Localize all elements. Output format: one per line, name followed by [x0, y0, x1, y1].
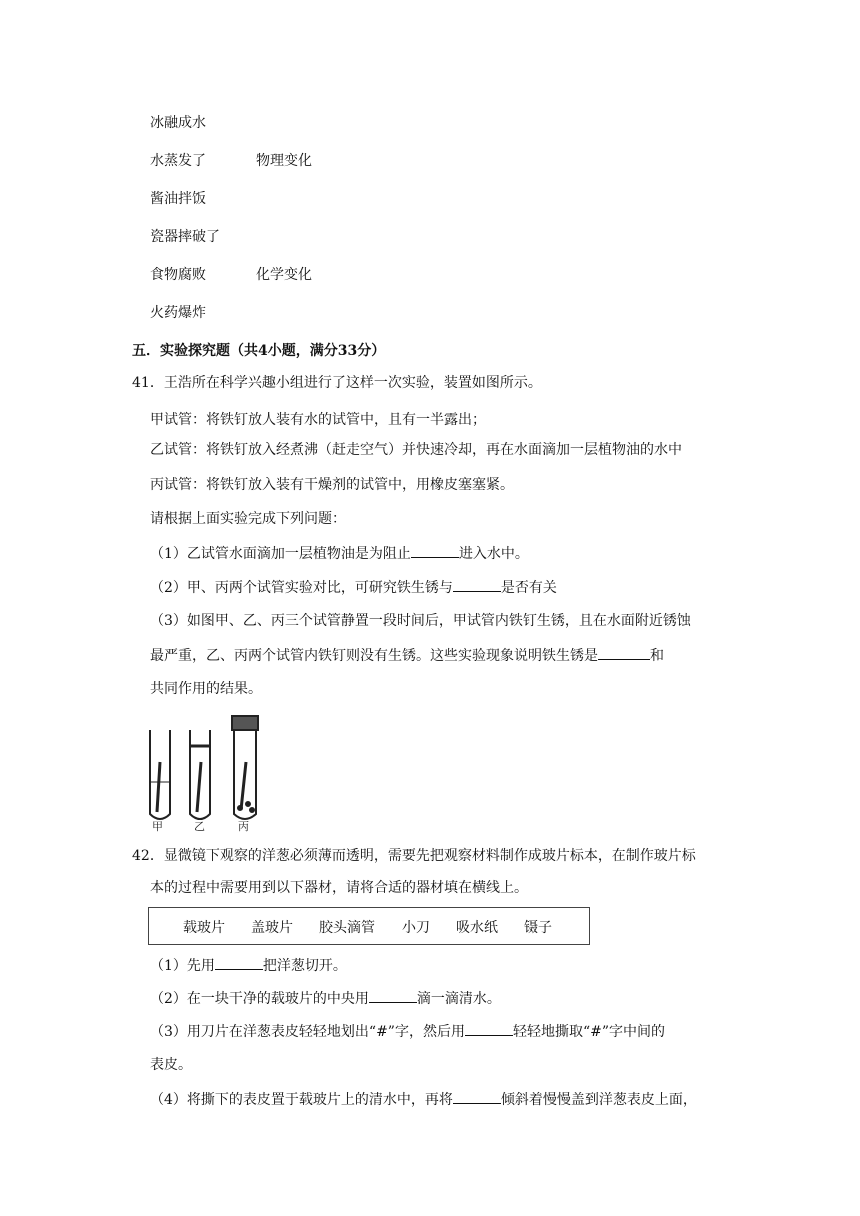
q41-prompt: 请根据上面实验完成下列问题：	[150, 511, 346, 527]
match-category-chemical: 化学变化	[256, 267, 312, 283]
q41-part1-text: （1）乙试管水面滴加一层植物油是为阻止	[150, 546, 411, 562]
answer-blank[interactable]	[215, 955, 263, 970]
match-category-physical: 物理变化	[256, 153, 312, 169]
section-heading: 五．实验探究题（共4小题，满分33分）	[132, 343, 386, 359]
match-item-2: 水蒸发了	[150, 153, 206, 169]
q41-part3-text-end: 和	[650, 648, 664, 664]
q41-tube-jia: 甲试管：将铁钉放人装有水的试管中，且有一半露出；	[150, 412, 486, 428]
q41-part1	[150, 543, 529, 564]
q41-part2	[150, 577, 557, 598]
material-item: 吸水纸	[456, 920, 498, 936]
answer-blank[interactable]	[369, 988, 417, 1003]
tube-label-jia: 甲	[152, 820, 163, 832]
q42-part2-text-end: 滴一滴清水。	[416, 991, 501, 1007]
q42-part2-text: （2）在一块干净的载玻片的中央用	[150, 991, 369, 1007]
q42-part1-text: （1）先用	[150, 958, 215, 974]
answer-blank[interactable]	[411, 543, 459, 558]
q41-tube-bing: 丙试管：将铁钉放入装有干燥剂的试管中，用橡皮塞塞紧。	[150, 477, 514, 493]
match-item-5: 食物腐败	[150, 267, 206, 283]
match-item-6: 火药爆炸	[150, 305, 206, 321]
material-item: 盖玻片	[251, 920, 293, 936]
match-item-1: 冰融成水	[150, 115, 206, 131]
tube-bing	[232, 716, 258, 819]
material-item: 镊子	[524, 920, 552, 936]
q41-part3-text: 最严重，乙、丙两个试管内铁钉则没有生锈。这些实验现象说明铁生锈是	[150, 648, 598, 664]
q41-part3-line3: 共同作用的结果。	[150, 681, 262, 697]
materials-box	[148, 907, 590, 945]
match-item-4: 瓷器摔破了	[150, 229, 220, 245]
q41-part1-text-end: 进入水中。	[458, 546, 529, 562]
q42-stem-line1: 42．显微镜下观察的洋葱必须薄而透明，需要先把观察材料制作成玻片标本，在制作玻片标	[132, 848, 696, 864]
tube-yi	[190, 730, 210, 819]
answer-blank[interactable]	[453, 577, 501, 592]
q41-part3-line1: （3）如图甲、乙、丙三个试管静置一段时间后，甲试管内铁钉生锈，且在水面附近锈蚀	[150, 613, 691, 629]
test-tubes-figure	[140, 712, 270, 832]
material-item: 小刀	[402, 920, 430, 936]
test-tubes-drawing	[140, 712, 270, 832]
q42-part4	[150, 1089, 697, 1110]
q42-stem-line2: 本的过程中需要用到以下器材，请将合适的器材填在横线上。	[150, 880, 528, 896]
q42-part1	[150, 955, 347, 976]
answer-blank[interactable]	[598, 645, 650, 660]
q42-part2	[150, 988, 501, 1009]
q41-part3-line2	[150, 645, 664, 666]
tube-jia	[150, 730, 170, 819]
q42-part3-text-end: 轻轻地撕取“#”字中间的	[512, 1024, 665, 1040]
match-item-3: 酱油拌饭	[150, 191, 206, 207]
answer-blank[interactable]	[465, 1021, 513, 1036]
q42-part3-text: （3）用刀片在洋葱表皮轻轻地划出“#”字，然后用	[150, 1024, 465, 1040]
q42-part4-text-end: 倾斜着慢慢盖到洋葱表皮上面，	[500, 1092, 697, 1108]
tube-label-bing: 丙	[238, 820, 249, 832]
tube-label-yi: 乙	[194, 820, 205, 832]
q42-part1-text-end: 把洋葱切开。	[262, 958, 347, 974]
q41-stem: 41．王浩所在科学兴趣小组进行了这样一次实验，装置如图所示。	[132, 375, 542, 391]
q42-part3-line2: 表皮。	[150, 1057, 192, 1073]
q41-part2-text-end: 是否有关	[500, 580, 557, 596]
material-item: 胶头滴管	[319, 920, 375, 936]
q42-part4-text: （4）将撕下的表皮置于载玻片上的清水中，再将	[150, 1092, 453, 1108]
q41-tube-yi: 乙试管：将铁钉放入经煮沸（赶走空气）并快速冷却，再在水面滴加一层植物油的水中	[150, 442, 682, 458]
material-item: 载玻片	[183, 920, 225, 936]
q41-part2-text: （2）甲、丙两个试管实验对比，可研究铁生锈与	[150, 580, 453, 596]
q42-part3	[150, 1021, 665, 1042]
answer-blank[interactable]	[453, 1089, 501, 1104]
